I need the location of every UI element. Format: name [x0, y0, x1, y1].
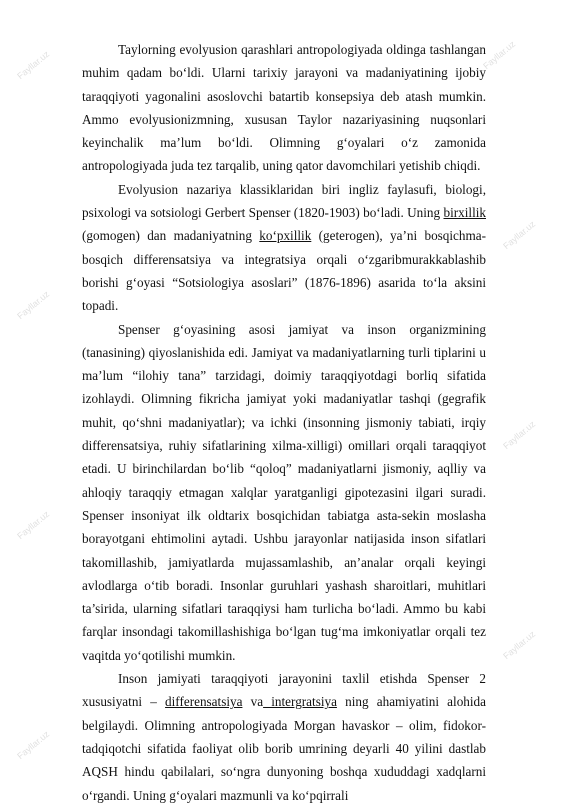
watermark: Fayllar.uz — [501, 628, 538, 662]
watermark: Fayllar.uz — [481, 38, 518, 72]
paragraph-text: Taylorning evolyusion qarashlari antropologiyada oldinga tashlangan muhim qadam bo‘ldi. Ularni tarixiy jarayoni va madaniyatining ijobiy taraqqiyoti yagonalini asoslovchi batartib konsepsiya deb atash mumkin. Ammo evolyusionizmning, xususan Taylor nazariyasining nuqsonlari keyinchalik ma’lum bo‘ldi. Olimning g‘oyalari o‘z zamonida antropologiyada juda tez tarqalib, uning qator davomchilari yetishib chiqdi. — [82, 42, 486, 174]
paragraph-1 — [82, 38, 486, 178]
watermark: Fayllar.uz — [501, 418, 538, 452]
paragraph-text: ning ahamiyatini alohida belgilaydi. Olimning antropologiyada Morgan havaskor – olim, fidokor-tadqiqotchi sifatida faoliyat olib borib umrining deyarli 40 yilini dastlab AQSH hindu qabilalari, so‘ngra dunyoning boshqa xududdagi xadqlarni o‘rgandi. Uning g‘oyalari mazmunli va ko‘pqirrali — [82, 694, 487, 803]
paragraph-text: (geterogen), ya’ni bosqichma-bosqich differensatsiya va integratsiya orqali o‘zgaribmurakkablashib borishi g‘oyasi “Sotsiologiya asoslari” (1876-1896) asarida to‘la aksini topadi. — [82, 228, 486, 314]
underlined-term-kopxillik: ko‘pxillik — [259, 228, 312, 244]
watermark: Fayllar.uz — [15, 288, 52, 322]
paragraph-3 — [82, 318, 486, 667]
paragraph-2 — [82, 178, 486, 318]
paragraph-text: (gomogen) dan madaniyatning — [82, 228, 260, 244]
paragraph-text: Inson jamiyati taraqqiyoti jarayonini taxlil etishda Spenser 2 xususiyatni – — [82, 671, 486, 710]
underlined-term-birxillik: birxillik — [443, 205, 486, 221]
underlined-term-intergratsiya: intergratsiya — [263, 694, 337, 710]
watermark: Fayllar.uz — [15, 508, 52, 542]
paragraph-4 — [82, 667, 486, 807]
underlined-term-differensatsiya: differensatsiya — [165, 694, 243, 710]
document-page — [82, 38, 486, 807]
watermark: Fayllar.uz — [15, 48, 52, 82]
watermark: Fayllar.uz — [501, 218, 538, 252]
watermark: Fayllar.uz — [15, 728, 52, 762]
paragraph-text: va — [242, 694, 264, 710]
paragraph-text: Spenser g‘oyasining asosi jamiyat va inson organizmining (tanasining) qiyoslanishida edi. Jamiyat va madaniyatlarning turli tiplarini u ma’lum “ilohiy tana” tarzidagi, doimiy taraqqiyotdagi borliq sifatida izohlaydi. Olimning fikricha jamiyat yoki madaniyatlar tashqi (gegrafik muhit, qo‘shni madaniyatlar); va ichki (insonning jismoniy tabiati, irqiy differensatsiya, ruhiy sifatlarining xilma-xilligi) omillari orqali taraqqiyot etadi. U birinchilardan bo‘lib “qoloq” madaniyatlarni jismoniy, aqlliy va ahloqiy taraqqiy etmagan xalqlar yaratganligi gipotezasini ilgari suradi. Spenser insoniyat ilk oldtarix bosqichidan tabiatga asta-sekin moslasha borayotgani ehtimolini aytadi. Ushbu jarayonlar natijasida inson sifatlari takomillashib, jamiyatlarda mujassamlashib, an’analar orqali keyingi avlodlarga o‘tib boradi. Insonlar guruhlari yashash sharoitlari, muhitlari ta’sirida, ularning sifatlari taraqqiysi ham turlicha bo‘ladi. Ammo bu kabi farqlar insondagi takomillashishiga bo‘lgan tug‘ma imkoniyatlar orqali tez vaqitda yo‘qotilishi mumkin. — [82, 321, 486, 663]
paragraph-text: Evolyusion nazariya klassiklaridan biri ingliz faylasufi, biologi, psixologi va sotsiologi Gerbert Spenser (1820-1903) bo‘ladi. Uning — [82, 181, 486, 221]
